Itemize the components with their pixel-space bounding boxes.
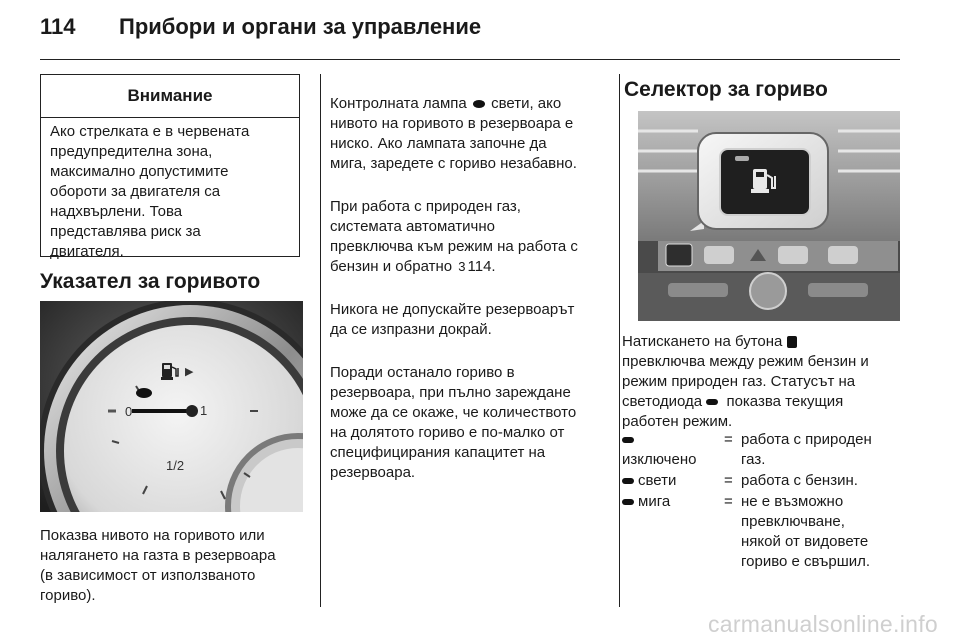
page-reference-icon: 3 [458, 259, 466, 274]
status-state-blinking: мига [638, 493, 671, 510]
fuel-gauge-photo [40, 301, 303, 512]
fuel-selector-heading: Селектор за гориво [624, 78, 828, 101]
fuel-selector-intro [622, 332, 902, 432]
page-title: Прибори и органи за управление [119, 14, 482, 39]
low-fuel-lamp-icon [136, 388, 152, 398]
warning-box [40, 74, 300, 260]
fuel-gauge-caption: Показва нивото на горивото или налягането на газта в резервоара (в зависимост от използваното гориво). [40, 527, 276, 604]
paragraph-low-fuel-lamp-body: свети, ако нивото на горивото в резервоара е ниско. Ако лампата започне да мига, заредете с гориво незабавно. [330, 95, 577, 172]
led-on-icon [622, 478, 634, 484]
fuel-selector-button-icon [787, 336, 797, 348]
paragraph-natural-gas-body: При работа с природен газ, системата автоматично превключва към режим на работа с бензин и обратно [330, 198, 578, 275]
status-desc-on: работа с бензин. [741, 472, 858, 489]
status-row-off [622, 430, 902, 470]
status-equals: = [724, 472, 733, 489]
fuel-selector-intro-tail: показва текущия работен режим. [622, 393, 844, 430]
status-state-on: свети [638, 472, 677, 489]
status-row-blinking [622, 492, 902, 572]
fuel-gauge-heading: Указател за горивото [40, 270, 261, 293]
header-divider [40, 59, 900, 60]
led-status-table [622, 430, 902, 573]
led-indicator-icon [706, 399, 718, 405]
status-indicator-blinking [622, 492, 724, 572]
status-desc-blinking: не е възможно превключване, някой от видовете гориво е свършил. [741, 493, 871, 570]
status-row-on [622, 471, 902, 491]
svg-text:▶: ▶ [185, 366, 194, 378]
fuel-lamp-icon [473, 100, 485, 108]
column-divider-left [320, 74, 321, 607]
paragraph-residual-fuel: Поради останало гориво в резервоара, при пълно зареждане може да се окаже, че количеството на долятото гориво е по-малко от специфицирания капацитет на резервоара. [330, 364, 577, 481]
fuel-selector-photo [638, 111, 900, 321]
page-number: 114 [40, 14, 76, 39]
page-reference-link[interactable]: 114. [467, 258, 496, 275]
fuel-selector-intro-lead: Натискането на бутона [622, 333, 783, 350]
paragraph-low-fuel-lamp [330, 94, 605, 174]
gauge-label-full: 1 [200, 403, 208, 418]
paragraph-natural-gas [330, 197, 605, 277]
led-blinking-icon [622, 499, 634, 505]
gauge-label-half: 1/2 [166, 458, 185, 473]
status-state-off: изключено [622, 451, 697, 468]
paragraph-never-empty: Никога не допускайте резервоарът да се изпразни докрай. [330, 301, 575, 338]
status-indicator-off [622, 430, 724, 470]
watermark: carmanualsonline.info [707, 611, 938, 637]
fuel-selector-illustration [638, 111, 900, 321]
paragraph-low-fuel-lamp-lead: Контролната лампа [330, 95, 467, 112]
fuel-selector-intro-body: превключва между режим бензин и режим природен газ. Статусът на светодиода [622, 353, 869, 410]
gauge-label-empty: 0 [125, 404, 133, 419]
status-equals: = [724, 493, 733, 510]
status-equals: = [724, 431, 733, 448]
page-header [40, 14, 900, 44]
column-2-text [330, 74, 605, 506]
status-indicator-on [622, 471, 724, 491]
warning-text: Ако стрелката е в червената предупредителна зона, максимално допустимите обороти за двигателя са надхвърлени. Това представлява риск за двигателя. [50, 123, 250, 260]
column-divider-right [619, 74, 620, 607]
fuel-selector-led [735, 156, 749, 161]
warning-title: Внимание [41, 75, 299, 118]
led-off-icon [622, 437, 634, 443]
fuel-gauge-illustration [40, 301, 303, 512]
status-desc-off: работа с природен газ. [741, 431, 872, 468]
